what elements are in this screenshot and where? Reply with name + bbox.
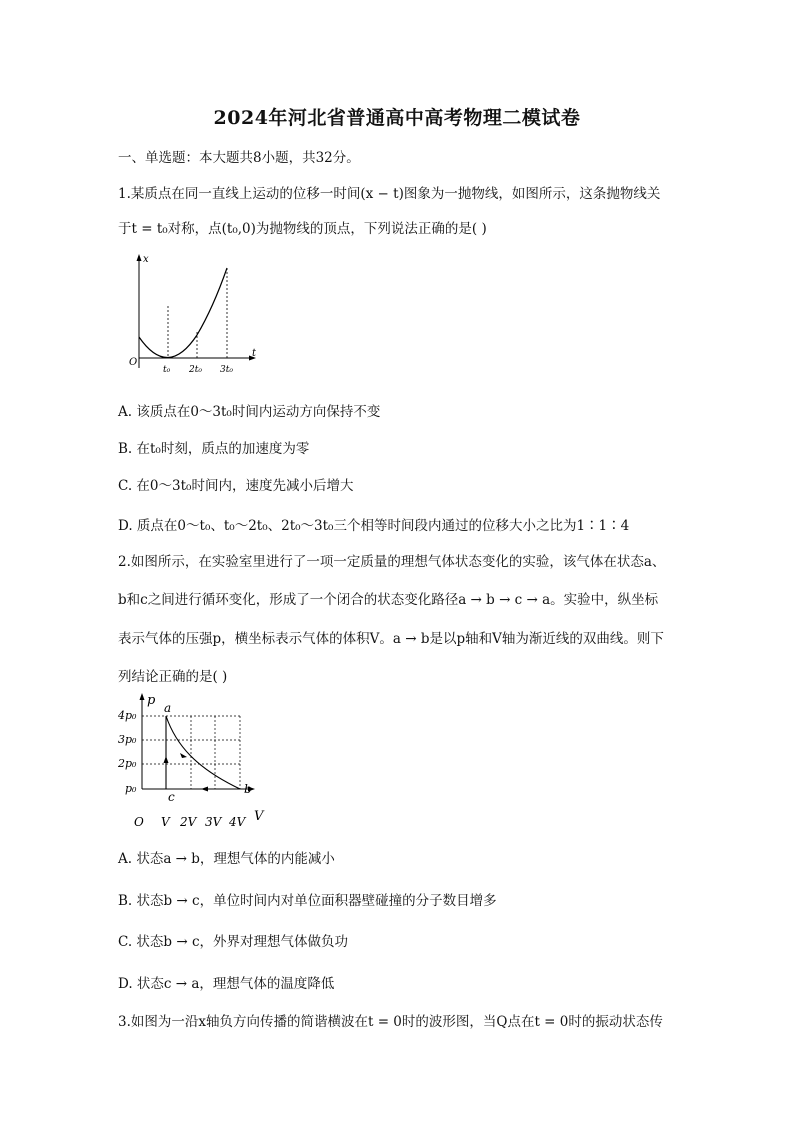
q2-point-b: b [244, 782, 252, 796]
q1-y-axis-label: x [143, 254, 149, 265]
q1-x-axis-label: t [252, 348, 257, 359]
section-heading: 一、单选题：本大题共8小题，共32分。 [118, 150, 360, 166]
q1-tick-2t0: 2t₀ [189, 365, 202, 375]
q2-tick-2V: 2V [180, 815, 197, 829]
q2-option-a: A. 状态a → b，理想气体的内能减小 [118, 851, 335, 867]
q2-origin-label: O [134, 815, 144, 829]
q1-option-d: D. 质点在0～t₀、t₀～2t₀、2t₀～3t₀三个相等时间段内通过的位移大小之比为1∶1∶4 [118, 518, 630, 534]
q1-tick-t0: t₀ [163, 365, 171, 375]
q1-option-a: A. 该质点在0～3t₀时间内运动方向保持不变 [118, 404, 381, 420]
q2-x-axis-label: V [254, 809, 264, 824]
q3-stem-line-1: 3.如图为一沿x轴负方向传播的简谐横波在t = 0时的波形图，当Q点在t = 0时的振动状态传 [118, 1014, 663, 1030]
q2-option-d: D. 状态c → a，理想气体的温度降低 [118, 976, 335, 992]
q2-point-c: c [168, 790, 175, 804]
q2-point-a: a [164, 701, 172, 715]
q1-option-b: B. 在t₀时刻，质点的加速度为零 [118, 441, 310, 457]
q2-tick-4p0: 4p₀ [118, 709, 137, 722]
q2-stem-line-3: 表示气体的压强p，横坐标表示气体的体积V。a → b是以p轴和V轴为渐近线的双曲线。则下 [118, 631, 664, 647]
q1-figure-xt-graph [118, 248, 268, 378]
page-title: 2024年河北省普通高中高考物理二模试卷 [213, 107, 581, 129]
q2-stem-line-4: 列结论正确的是( ) [118, 669, 228, 685]
q1-stem-line-2: 于t = t₀对称，点(t₀,0)为抛物线的顶点，下列说法正确的是( ) [118, 221, 487, 237]
q1-stem-line-1: 1.某质点在同一直线上运动的位移一时间(x − t)图象为一抛物线，如图所示，这条抛物线关 [118, 186, 661, 202]
q2-tick-p0: p₀ [125, 782, 137, 795]
q2-y-axis-label: p [147, 693, 156, 708]
q1-option-c: C. 在0～3t₀时间内，速度先减小后增大 [118, 478, 354, 494]
q2-figure-pv-graph [116, 690, 276, 830]
q2-tick-V: V [161, 815, 170, 829]
q1-origin-label: O [129, 357, 138, 368]
q2-tick-2p0: 2p₀ [118, 757, 137, 770]
q2-tick-3V: 3V [205, 815, 222, 829]
q2-stem-line-2: b和c之间进行循环变化，形成了一个闭合的状态变化路径a → b → c → a。实验中，纵坐标 [118, 592, 659, 608]
q2-option-c: C. 状态b → c，外界对理想气体做负功 [118, 934, 349, 950]
q2-tick-3p0: 3p₀ [118, 733, 137, 746]
q1-tick-3t0: 3t₀ [220, 365, 233, 375]
q2-stem-line-1: 2.如图所示，在实验室里进行了一项一定质量的理想气体状态变化的实验，该气体在状态a、 [118, 554, 666, 570]
q2-option-b: B. 状态b → c，单位时间内对单位面积器壁碰撞的分子数目增多 [118, 893, 497, 909]
q2-tick-4V: 4V [229, 815, 246, 829]
